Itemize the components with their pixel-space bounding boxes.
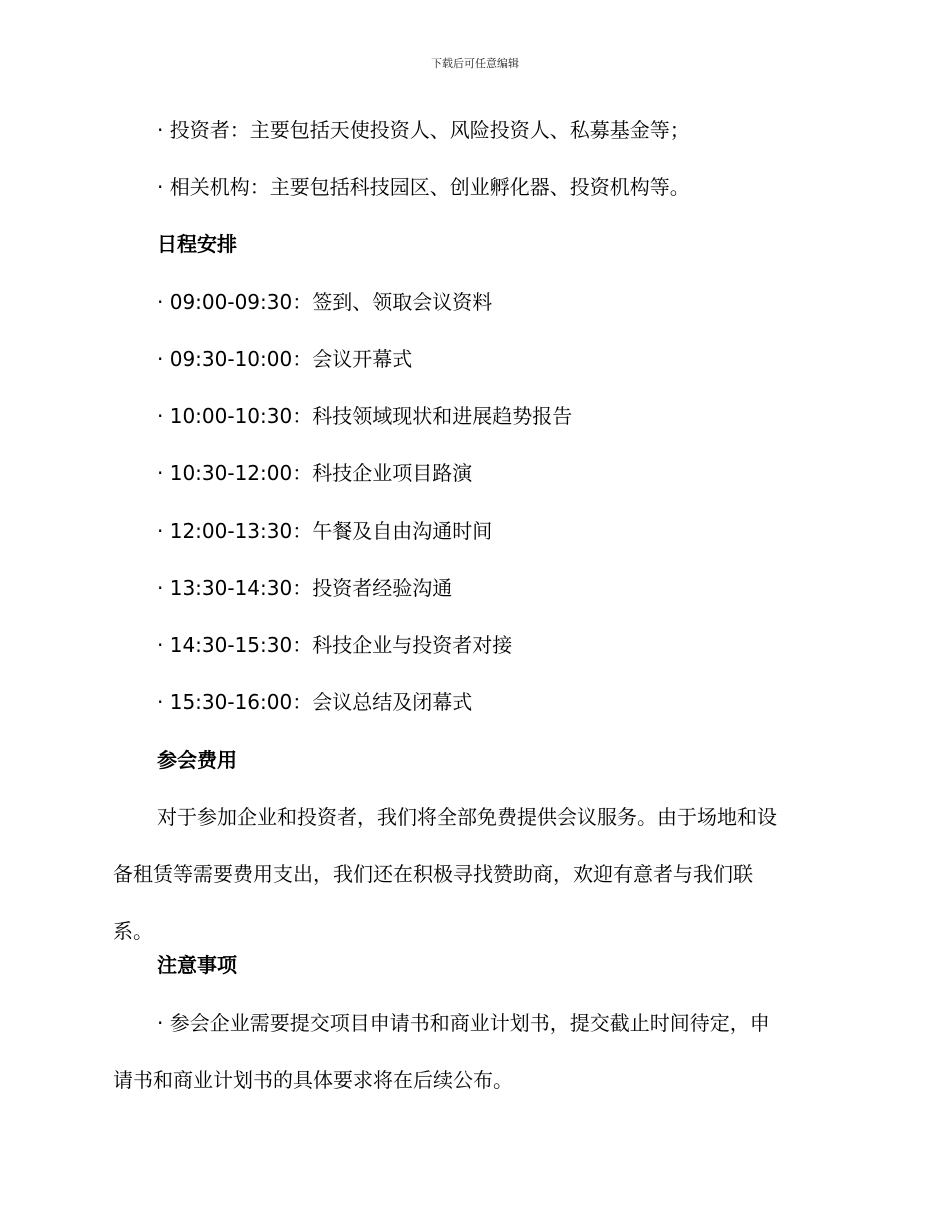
notes-heading: 注意事项: [157, 953, 237, 977]
schedule-item: · 12:00-13:30：午餐及自由沟通时间: [157, 519, 493, 543]
schedule-item: · 09:00-09:30：签到、领取会议资料: [157, 290, 493, 314]
fees-line: 系。: [113, 919, 153, 943]
schedule-heading: 日程安排: [157, 232, 237, 256]
fees-heading: 参会费用: [157, 748, 237, 772]
schedule-item: · 13:30-14:30：投资者经验沟通: [157, 576, 453, 600]
list-item-investors: · 投资者：主要包括天使投资人、风险投资人、私募基金等；: [157, 118, 690, 142]
schedule-item: · 14:30-15:30：科技企业与投资者对接: [157, 633, 513, 657]
schedule-item: · 10:30-12:00：科技企业项目路演: [157, 461, 473, 485]
fees-line: 备租赁等需要费用支出，我们还在积极寻找赞助商，欢迎有意者与我们联: [113, 862, 753, 886]
schedule-item: · 09:30-10:00：会议开幕式: [157, 347, 413, 371]
notes-paragraph: [113, 1011, 838, 1125]
fees-line: 对于参加企业和投资者，我们将全部免费提供会议服务。由于场地和设: [157, 805, 777, 829]
notes-line: 请书和商业计划书的具体要求将在后续公布。: [113, 1068, 513, 1092]
notes-line: · 参会企业需要提交项目申请书和商业计划书，提交截止时间待定，申: [157, 1011, 770, 1035]
schedule-item: · 10:00-10:30：科技领域现状和进展趋势报告: [157, 404, 573, 428]
schedule-item: · 15:30-16:00：会议总结及闭幕式: [157, 690, 473, 714]
list-item-institutions: · 相关机构：主要包括科技园区、创业孵化器、投资机构等。: [157, 175, 690, 199]
fees-paragraph: [113, 805, 838, 976]
page-header-note: 下载后可任意编辑: [431, 57, 519, 70]
